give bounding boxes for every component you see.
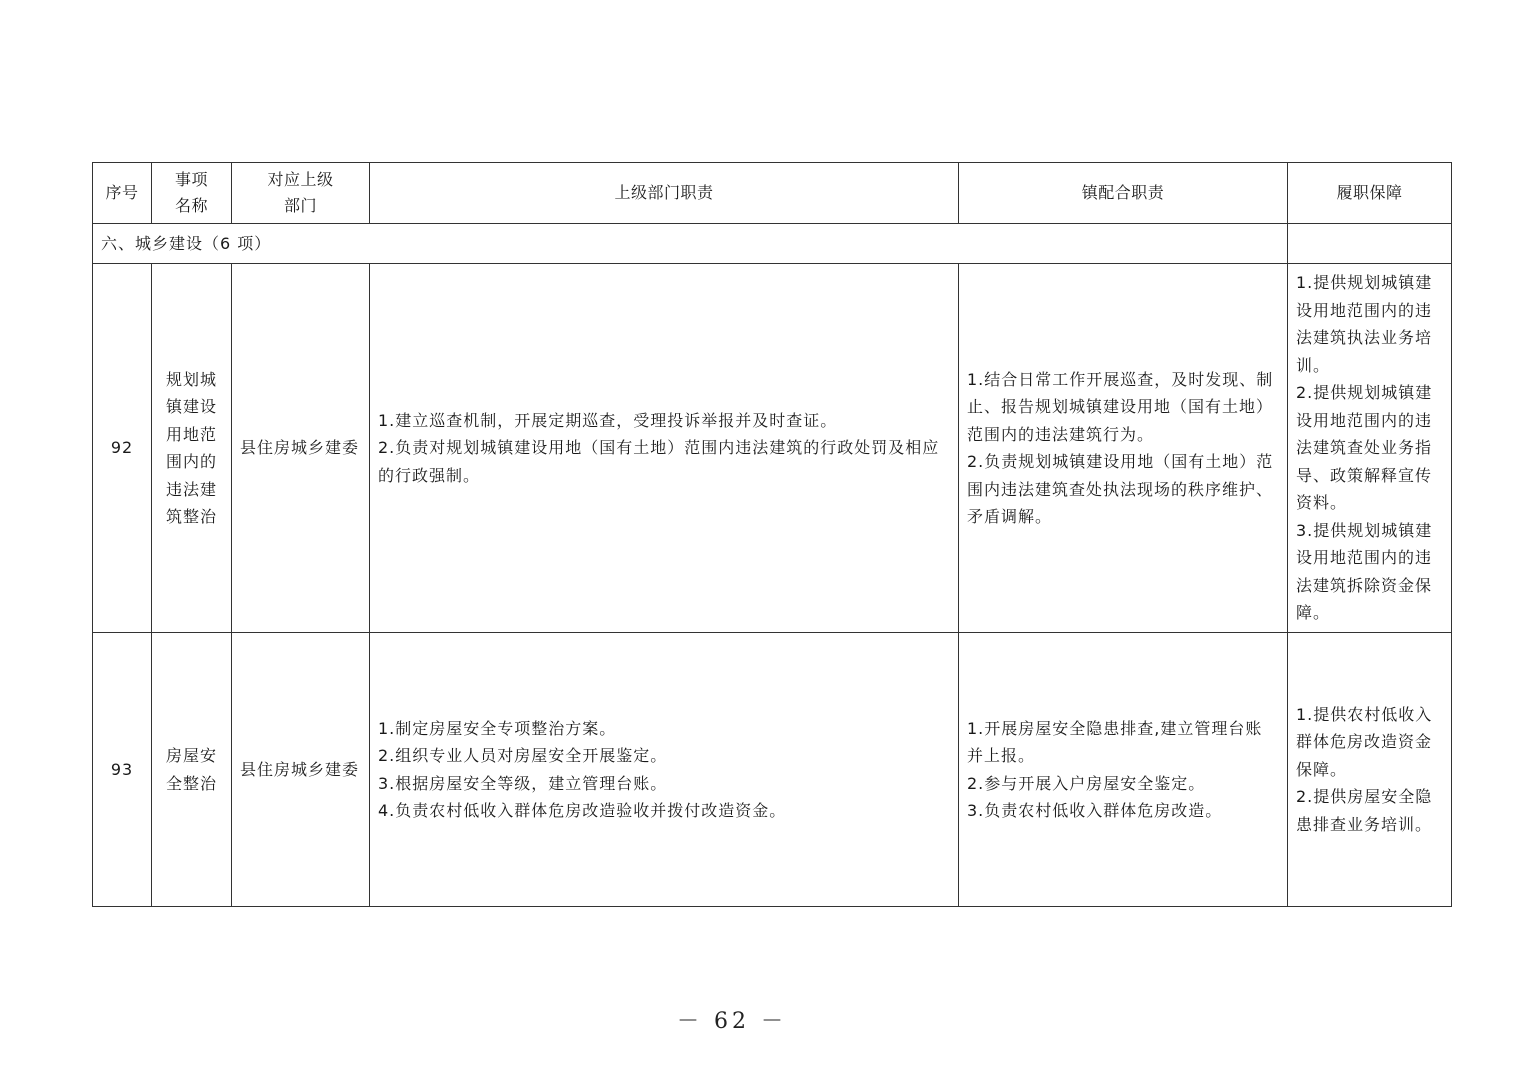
guarantee-item: 2.提供房屋安全隐患排查业务培训。 <box>1296 787 1433 834</box>
row-superior-duties <box>370 633 959 907</box>
header-item-name-line2: 名称 <box>174 196 208 215</box>
header-serial-number: 序号 <box>93 163 152 224</box>
duty-item: 1.结合日常工作开展巡查，及时发现、制止、报告规划城镇建设用地（国有土地）范围内的违法建筑行为。 <box>967 369 1274 444</box>
guarantee-item: 3.提供规划城镇建设用地范围内的违法建筑拆除资金保障。 <box>1296 520 1433 623</box>
header-superior-department-line1: 对应上级 <box>267 170 334 189</box>
duty-item: 1.建立巡查机制，开展定期巡查，受理投诉举报并及时查证。 <box>378 410 838 430</box>
row-guarantee <box>1288 633 1452 907</box>
row-town-duties <box>959 633 1288 907</box>
page-number: － 62 － <box>677 1009 787 1034</box>
table-header-row <box>93 163 1452 224</box>
duty-item: 2.负责规划城镇建设用地（国有土地）范围内违法建筑查处执法现场的秩序维护、矛盾调解。 <box>967 452 1274 526</box>
guarantee-item: 1.提供农村低收入群体危房改造资金保障。 <box>1296 704 1433 779</box>
guarantee-item: 2.提供规划城镇建设用地范围内的违法建筑查处业务指导、政策解释宣传资料。 <box>1296 383 1433 513</box>
header-item-name-line1: 事项 <box>174 170 208 189</box>
section-empty-cell <box>1288 224 1452 264</box>
duty-item: 2.负责对规划城镇建设用地（国有土地）范围内违法建筑的行政处罚及相应的行政强制。 <box>378 438 940 485</box>
duty-item: 2.组织专业人员对房屋安全开展鉴定。 <box>378 746 668 765</box>
row-superior-duties <box>370 264 959 633</box>
row-department: 县住房城乡建委 <box>232 633 370 907</box>
row-department: 县住房城乡建委 <box>232 264 370 633</box>
duty-item: 3.负责农村低收入群体危房改造。 <box>967 801 1223 820</box>
duty-table <box>92 162 1452 907</box>
row-guarantee <box>1288 264 1452 633</box>
header-item-name <box>152 163 232 224</box>
section-title: 六、城乡建设（6 项） <box>93 224 1288 264</box>
header-superior-duties: 上级部门职责 <box>370 163 959 224</box>
section-row <box>93 224 1452 264</box>
header-performance-guarantee: 履职保障 <box>1288 163 1452 224</box>
duty-item: 1.制定房屋安全专项整治方案。 <box>378 718 617 738</box>
header-town-duties: 镇配合职责 <box>959 163 1288 224</box>
duty-item: 1.开展房屋安全隐患排查,建立管理台账并上报。 <box>967 718 1263 765</box>
table-row <box>93 633 1452 907</box>
duty-item: 4.负责农村低收入群体危房改造验收并拨付改造资金。 <box>378 801 787 820</box>
duty-item: 2.参与开展入户房屋安全鉴定。 <box>967 773 1206 793</box>
row-item-name: 房屋安全整治 <box>152 633 232 907</box>
guarantee-item: 1.提供规划城镇建设用地范围内的违法建筑执法业务培训。 <box>1296 273 1433 375</box>
header-superior-department <box>232 163 370 224</box>
row-town-duties <box>959 264 1288 633</box>
header-superior-department-line2: 部门 <box>283 196 317 215</box>
row-item-name: 规划城镇建设用地范围内的违法建筑整治 <box>152 264 232 633</box>
row-serial-number: 92 <box>93 264 152 633</box>
table-row <box>93 264 1452 633</box>
duty-item: 3.根据房屋安全等级，建立管理台账。 <box>378 773 668 793</box>
row-serial-number: 93 <box>93 633 152 907</box>
